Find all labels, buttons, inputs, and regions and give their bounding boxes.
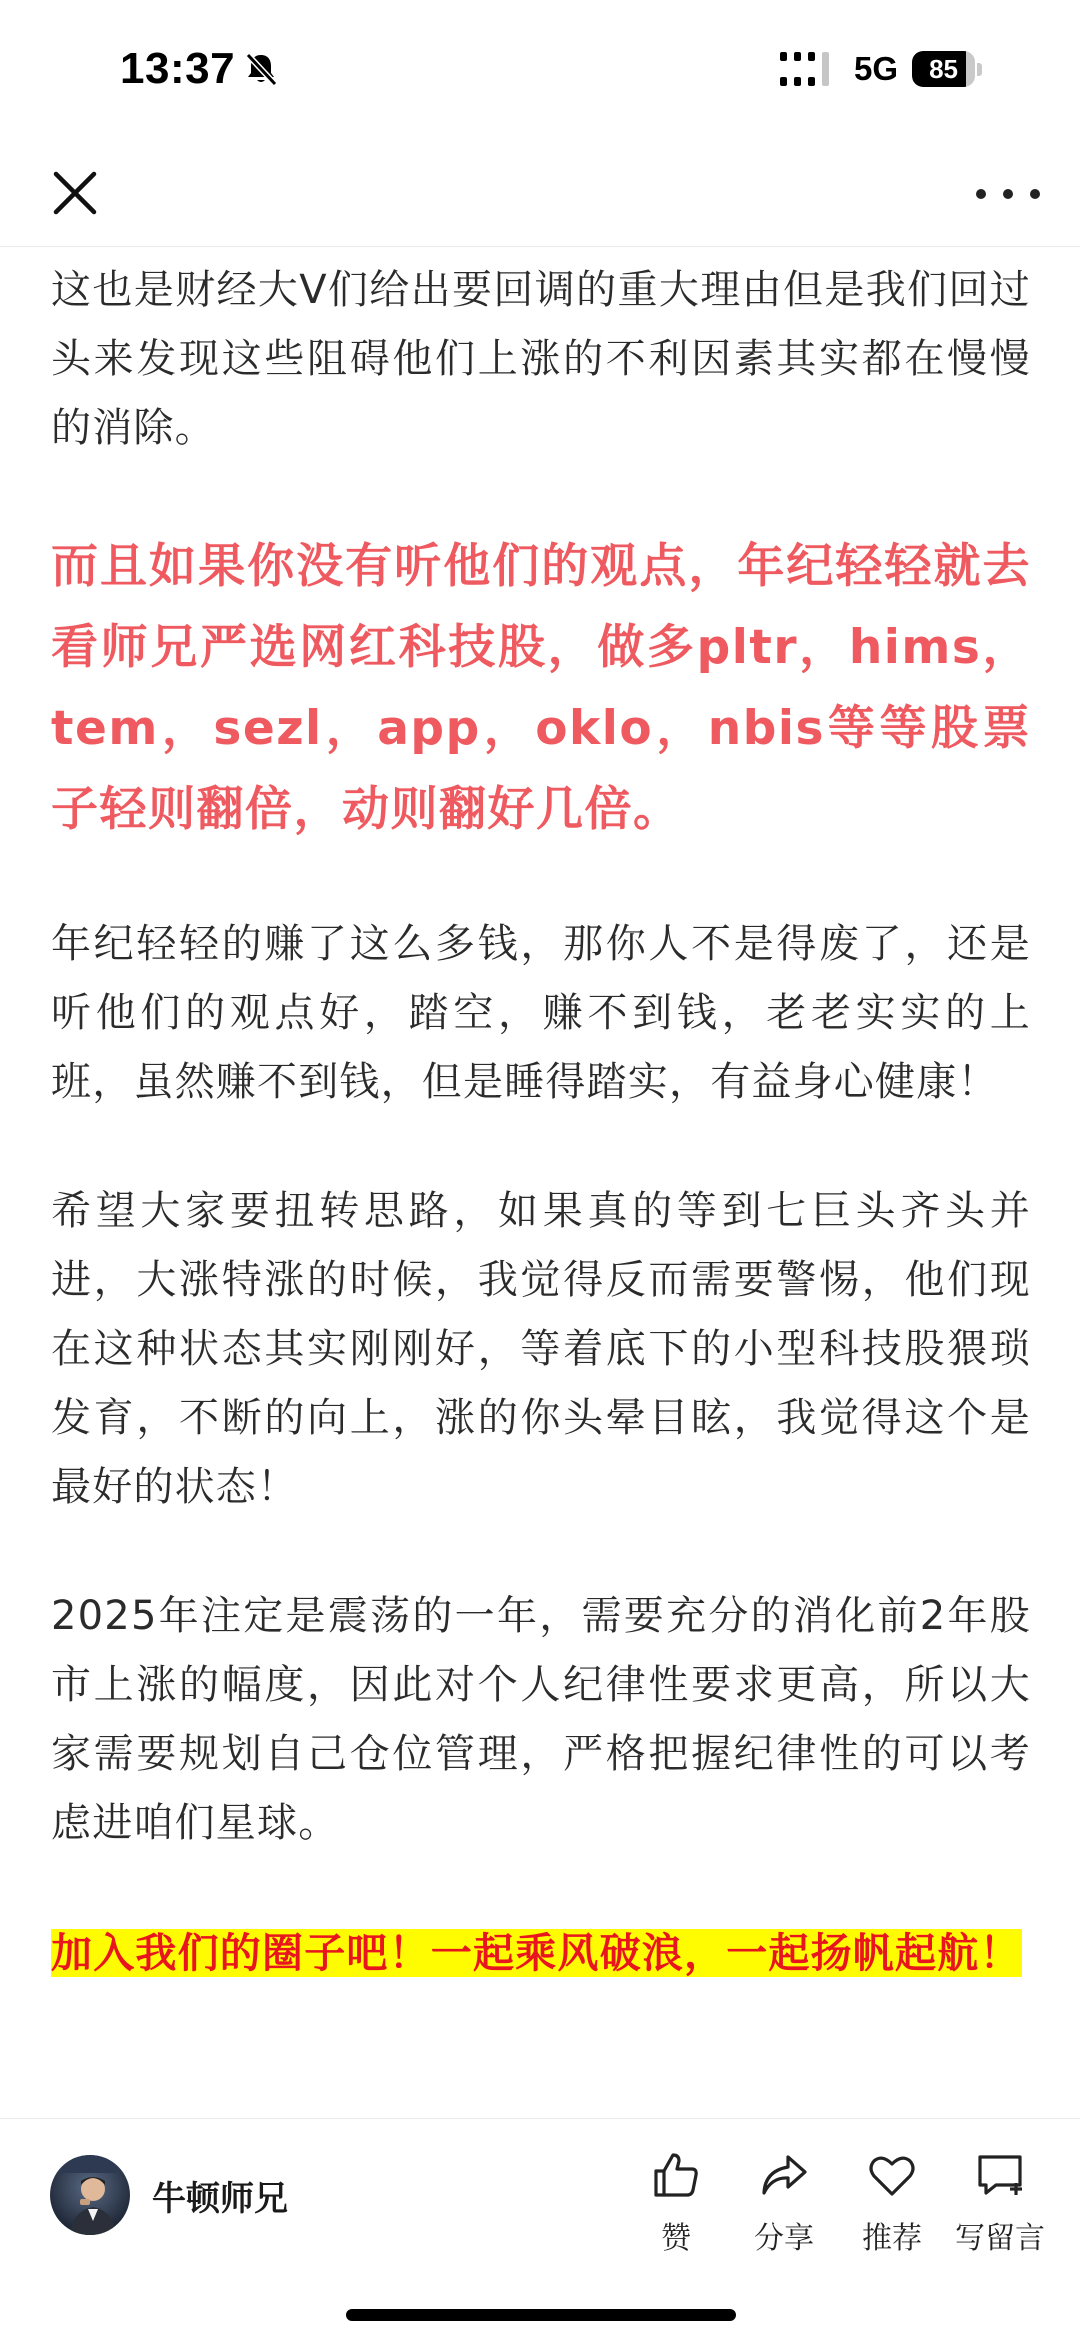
status-bar [0, 0, 1080, 140]
bell-off-icon [241, 49, 281, 89]
author-name: 牛顿师兄 [152, 2178, 288, 2219]
status-right [780, 50, 982, 88]
home-indicator[interactable] [346, 2309, 736, 2321]
signal-icon [780, 52, 836, 86]
join-paragraph [51, 1918, 1031, 1988]
comment-add-icon [974, 2149, 1026, 2201]
highlight-paragraph: 而且如果你没有听他们的观点，年纪轻轻就去看师兄严选网红科技股，做多pltr，hims，tem，sezl，app，oklo，nbis等等股票子轻则翻倍，动则翻好几倍。 [51, 539, 1031, 837]
comment-button[interactable] [946, 2149, 1054, 2257]
thumbs-up-icon [650, 2149, 702, 2201]
time-group [120, 44, 281, 94]
clock: 13:37 [120, 44, 236, 93]
comment-label: 写留言 [955, 2221, 1045, 2256]
battery-icon [912, 51, 982, 87]
more-dot [1003, 189, 1013, 199]
author[interactable] [50, 2155, 288, 2235]
paragraph-5: 2025年注定是震荡的一年，需要充分的消化前2年股市上涨的幅度，因此对个人纪律性要求更高，所以大家需要规划自己仓位管理，严格把握纪律性的可以考虑进咱们星球。 [51, 1593, 1031, 1846]
share-button[interactable] [730, 2149, 838, 2257]
action-bar [622, 2149, 1054, 2257]
nav-bar [0, 140, 1080, 247]
recommend-button[interactable] [838, 2149, 946, 2257]
battery-level: 85 [929, 53, 958, 84]
share-icon [758, 2149, 810, 2201]
paragraph-3: 年纪轻轻的赚了这么多钱，那你人不是得废了，还是听他们的观点好，踏空，赚不到钱，老老实实的上班，虽然赚不到钱，但是睡得踏实，有益身心健康！ [51, 921, 1031, 1105]
join-highlight: 加入我们的圈子吧！一起乘风破浪，一起扬帆起航！ [51, 1929, 1022, 1977]
network-type: 5G [853, 50, 898, 87]
like-button[interactable] [622, 2149, 730, 2257]
article-body [51, 248, 1031, 2118]
share-label: 分享 [754, 2221, 814, 2256]
more-dot [1030, 189, 1040, 199]
paragraph-1: 这也是财经大V们给出要回调的重大理由但是我们回过头来发现这些阻碍他们上涨的不利因素其实都在慢慢的消除。 [51, 267, 1031, 451]
more-dot [976, 189, 986, 199]
paragraph-4: 希望大家要扭转思路，如果真的等到七巨头齐头并进，大涨特涨的时候，我觉得反而需要警惕，他们现在这种状态其实刚刚好，等着底下的小型科技股猥琐发育，不断的向上，涨的你头晕目眩，我觉得这个是最好的状态！ [51, 1188, 1031, 1510]
avatar[interactable] [50, 2155, 130, 2235]
recommend-label: 推荐 [862, 2221, 922, 2256]
heart-icon [866, 2149, 918, 2201]
like-label: 赞 [661, 2221, 691, 2256]
more-icon[interactable] [976, 170, 1040, 218]
close-icon[interactable] [46, 164, 104, 222]
